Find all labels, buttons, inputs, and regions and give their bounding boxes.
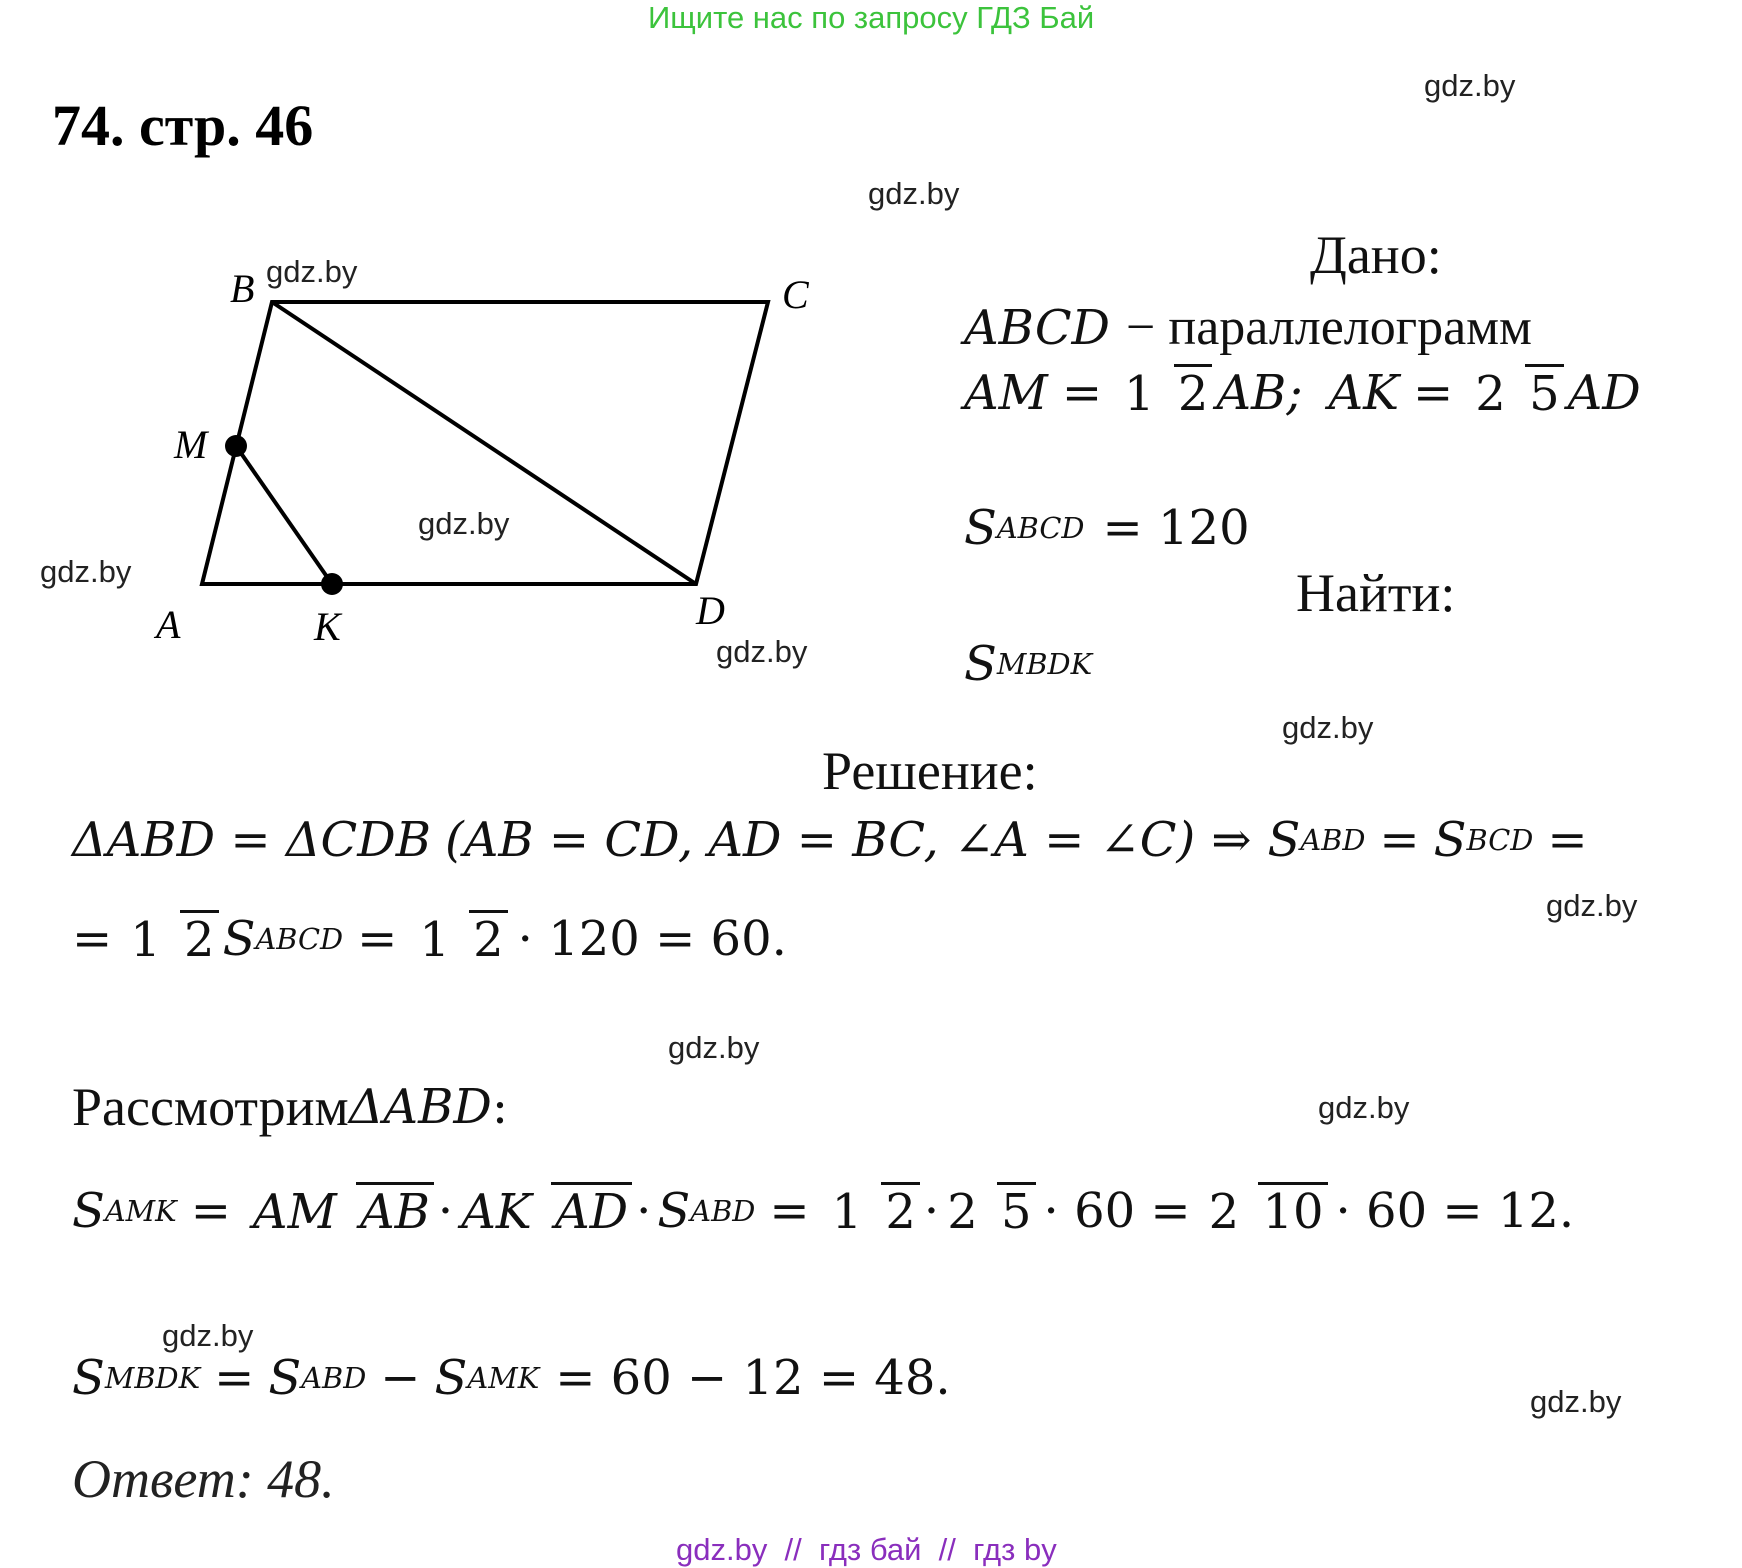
- solution-heading: Решение:: [822, 741, 1038, 801]
- given-heading: Дано:: [1310, 225, 1442, 285]
- label-a: A: [156, 602, 181, 647]
- solution-line-2: [72, 910, 787, 967]
- calculation-result: = 60 − 12 = 48.: [555, 1350, 951, 1406]
- area-subscript: BCD: [1466, 823, 1534, 857]
- label-m: M: [174, 422, 208, 467]
- equals-sign: =: [214, 1350, 255, 1406]
- equals-sign: =: [357, 910, 398, 967]
- fraction-denominator: AD: [551, 1182, 632, 1237]
- watermark: gdz.by: [266, 254, 358, 289]
- point-k: [321, 573, 343, 595]
- implies-symbol: ⇒: [1211, 812, 1252, 868]
- segment-mk: [236, 446, 332, 584]
- area-symbol: S: [964, 636, 997, 692]
- minus-sign: −: [380, 1350, 421, 1406]
- area-symbol: S: [268, 1350, 302, 1406]
- ab-label: AB;: [1216, 364, 1303, 421]
- fraction-denominator: 10: [1258, 1182, 1327, 1237]
- area-symbol: S: [964, 500, 997, 556]
- equals-sign: =: [190, 1182, 231, 1239]
- area-symbol: S: [1433, 812, 1467, 868]
- area-symbol: S: [72, 1182, 105, 1239]
- watermark: gdz.by: [1282, 710, 1374, 745]
- fraction-2-10: [1205, 1182, 1328, 1239]
- top-banner: Ищите нас по запросу ГДЗ Бай: [648, 0, 1095, 35]
- figure-name: ABCD: [964, 299, 1111, 356]
- calculation-middle: · 60 =: [1043, 1182, 1191, 1239]
- fraction-1-2: [828, 1182, 920, 1239]
- label-b: B: [230, 268, 255, 311]
- area-symbol: S: [1267, 812, 1301, 868]
- fraction-1-2: [1120, 364, 1212, 421]
- equals-sign: =: [1379, 812, 1420, 868]
- area-symbol: S: [657, 1182, 691, 1239]
- fraction-denominator: 5: [997, 1182, 1036, 1237]
- area-subscript: ABD: [690, 1193, 756, 1228]
- watermark: gdz.by: [418, 506, 510, 541]
- equals-sign: =: [769, 1182, 810, 1239]
- point-m: [225, 435, 247, 457]
- watermark: gdz.by: [668, 1030, 760, 1065]
- page-title: 74. стр. 46: [52, 93, 314, 158]
- parallelogram-figure: [140, 268, 860, 658]
- fraction-1-2: [415, 910, 507, 967]
- watermark: gdz.by: [1546, 888, 1638, 923]
- watermark: gdz.by: [716, 634, 808, 669]
- area-value: = 120: [1102, 500, 1250, 556]
- solution-line-4: [72, 1350, 951, 1406]
- area-symbol: S: [222, 910, 256, 967]
- ad-label: AD: [1567, 364, 1641, 421]
- label-d: D: [696, 588, 725, 633]
- diagonal-bd: [272, 302, 696, 584]
- fraction-denominator: 2: [469, 910, 508, 965]
- label-k: K: [314, 604, 341, 649]
- multiply-dot: ·: [437, 1182, 454, 1239]
- find-line: [964, 636, 1092, 692]
- colon: :: [491, 1079, 508, 1135]
- calculation-result: · 60 = 12.: [1335, 1182, 1575, 1239]
- answer: Ответ: 48.: [72, 1449, 335, 1509]
- given-line-3: [964, 500, 1250, 556]
- equals-sign: =: [1547, 812, 1588, 868]
- fraction-am-ab: [249, 1182, 434, 1239]
- multiply-dot: ·: [923, 1182, 940, 1239]
- fraction-ak-ad: [457, 1182, 632, 1239]
- fraction-numerator: AK: [461, 1184, 532, 1240]
- watermark: gdz.by: [1530, 1384, 1622, 1419]
- fraction-numerator: 1: [831, 1184, 863, 1240]
- equality-reason: (AB = CD, AD = BC, ∠A = ∠C): [444, 812, 1196, 868]
- area-subscript: AMK: [467, 1361, 540, 1395]
- am-label: AM: [964, 364, 1048, 421]
- fraction-1-2: [126, 910, 218, 967]
- fraction-denominator: 2: [180, 910, 219, 965]
- area-subscript: ABCD: [996, 511, 1085, 545]
- fraction-numerator: 2: [1475, 366, 1506, 422]
- fraction-denominator: 2: [1174, 364, 1213, 419]
- ak-label: AK: [1328, 364, 1400, 421]
- solution-line-1: [72, 812, 1602, 868]
- fraction-numerator: 1: [419, 912, 450, 968]
- watermark: gdz.by: [1318, 1090, 1410, 1125]
- calculation-result: · 120 = 60.: [517, 910, 787, 967]
- area-symbol: S: [434, 1350, 468, 1406]
- area-subscript: MBDK: [104, 1361, 201, 1395]
- label-c: C: [782, 272, 809, 317]
- area-subscript: AMK: [104, 1193, 177, 1228]
- consider-line: [72, 1076, 508, 1138]
- watermark: gdz.by: [868, 176, 960, 211]
- watermark: gdz.by: [40, 554, 132, 589]
- fraction-2-5: [943, 1182, 1035, 1239]
- watermark: gdz.by: [162, 1318, 254, 1353]
- area-subscript: MBDK: [996, 647, 1093, 681]
- figure-type: − параллелограмм: [1126, 299, 1532, 356]
- footer-links: gdz.by // гдз бай // гдз by: [676, 1532, 1057, 1567]
- area-subscript: ABD: [1300, 823, 1366, 857]
- given-line-2: AM = 1 2 AB; AK = 2 5 AD: [964, 364, 1641, 422]
- equals-sign: =: [72, 910, 113, 967]
- area-subscript: ABCD: [255, 921, 344, 956]
- solution-line-3: [72, 1182, 1574, 1239]
- watermark: gdz.by: [1424, 68, 1516, 103]
- fraction-numerator: 1: [130, 912, 161, 968]
- area-subscript: ABD: [301, 1361, 367, 1395]
- multiply-dot: ·: [636, 1182, 652, 1239]
- triangle-equality: ΔABD = ΔCDB: [72, 812, 431, 868]
- fraction-numerator: 2: [1208, 1184, 1240, 1240]
- fraction-denominator: AB: [356, 1182, 434, 1237]
- fraction-numerator: 1: [1124, 366, 1155, 422]
- given-line-1: [964, 298, 1532, 357]
- fraction-numerator: 2: [947, 1184, 978, 1240]
- fraction-numerator: AM: [252, 1184, 337, 1240]
- consider-label: Рассмотрим: [72, 1077, 349, 1137]
- fraction-2-5: [1471, 364, 1563, 421]
- area-symbol: S: [72, 1350, 105, 1406]
- triangle-name: ΔABD: [348, 1079, 492, 1135]
- fraction-denominator: 5: [1525, 364, 1564, 419]
- fraction-denominator: 2: [881, 1182, 920, 1237]
- find-heading: Найти:: [1296, 563, 1456, 623]
